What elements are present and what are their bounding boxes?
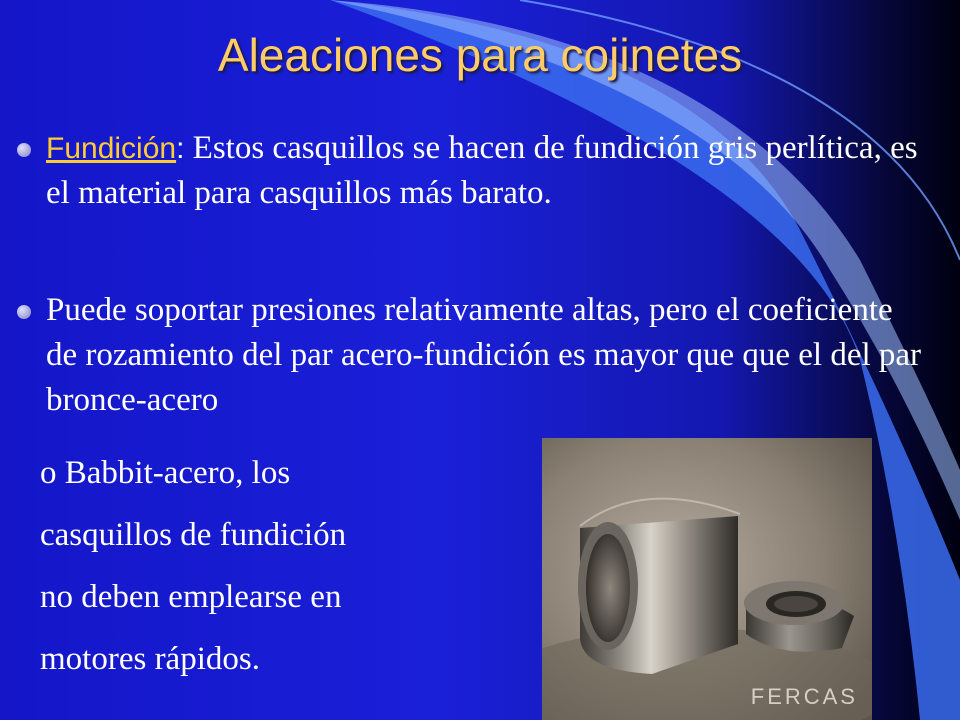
continuation-line-2: casquillos de fundición <box>40 517 347 553</box>
bullet-colon: : <box>176 132 185 165</box>
bullet-text: Puede soportar presiones relativamente altas, pero el coeficiente de rozamiento del par acero-fundición es mayor que que el del par bronce-acero <box>46 292 922 418</box>
bullet-item-1 <box>46 126 926 216</box>
continuation-line-3: no deben emplearse en <box>40 579 342 615</box>
bearing-bushing-photo <box>542 438 872 720</box>
continuation-line-1: o Babbit-acero, los <box>40 455 291 491</box>
continuation-line-4: motores rápidos. <box>40 641 260 677</box>
bullet-item-2 <box>46 288 926 423</box>
bullet-text: Estos casquillos se hacen de fundición gris perlítica, es el material para casquillos más barato. <box>46 130 918 211</box>
bullet-dot-icon <box>17 143 31 157</box>
bullet-dot-icon <box>17 305 31 319</box>
bullet-keyword: Fundición <box>46 132 177 165</box>
page-title: Aleaciones para cojinetes <box>217 29 743 81</box>
photo-watermark: FERCAS <box>750 684 858 709</box>
